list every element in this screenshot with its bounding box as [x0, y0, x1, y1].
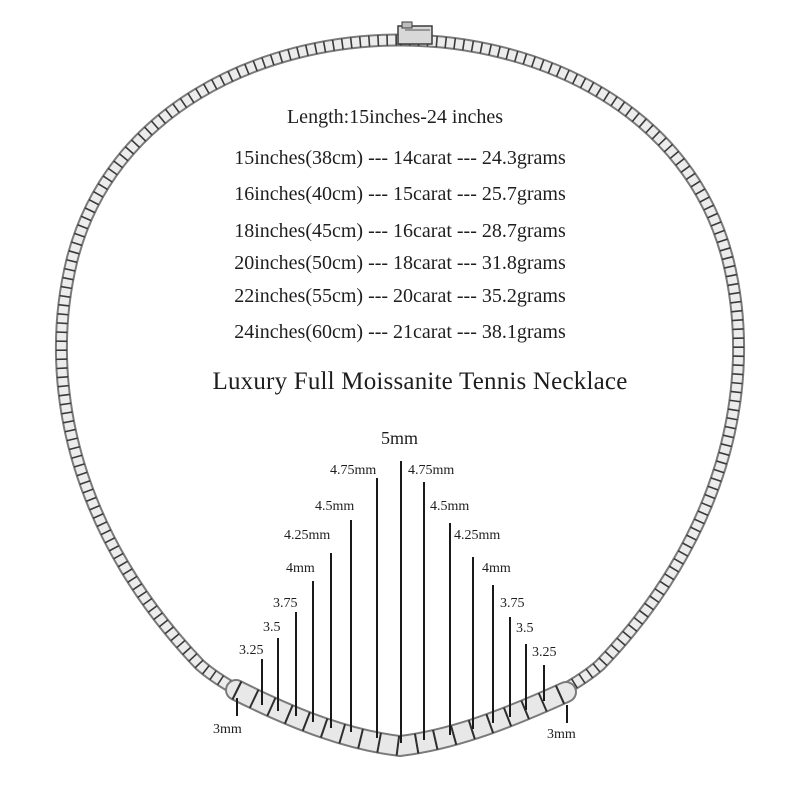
size-label-left-3: 3mm: [213, 722, 242, 737]
size-pointer-left-4: [312, 581, 314, 722]
size-label-right-4.5: 4.5mm: [430, 499, 470, 514]
size-label-center: 5mm: [381, 428, 419, 448]
size-pointer-right-4: [492, 585, 494, 723]
size-label-left-4.75: 4.75mm: [330, 463, 377, 478]
spec-row-18in: 18inches(45cm) --- 16carat --- 28.7grams: [234, 220, 566, 242]
size-label-right-3.5: 3.5: [516, 621, 534, 636]
size-label-left-3.5: 3.5: [263, 620, 281, 635]
size-label-right-4.75: 4.75mm: [408, 463, 455, 478]
size-label-right-3: 3mm: [547, 727, 576, 742]
size-label-right-3.75: 3.75: [500, 596, 525, 611]
size-pointer-right-3: [566, 705, 568, 723]
size-pointer-left-4.75: [376, 478, 378, 738]
size-pointer-right-4.75: [423, 482, 425, 740]
size-pointer-right-3.25: [543, 665, 545, 701]
size-pointer-left-3.5: [277, 638, 279, 711]
size-label-left-4: 4mm: [286, 561, 315, 576]
spec-row-16in: 16inches(40cm) --- 15carat --- 25.7grams: [234, 183, 566, 205]
size-pointer-center: [400, 461, 402, 743]
size-label-right-4.25: 4.25mm: [454, 528, 501, 543]
spec-row-20in: 20inches(50cm) --- 18carat --- 31.8grams: [234, 252, 566, 274]
spec-row-24in: 24inches(60cm) --- 21carat --- 38.1grams: [234, 321, 566, 343]
size-pointer-right-4.5: [449, 523, 451, 735]
size-pointer-left-3.75: [295, 612, 297, 716]
size-pointer-right-4.25: [472, 557, 474, 729]
size-label-right-3.25: 3.25: [532, 645, 557, 660]
spec-row-15in: 15inches(38cm) --- 14carat --- 24.3grams: [234, 147, 566, 169]
size-label-left-4.5: 4.5mm: [315, 499, 355, 514]
size-pointer-left-4.5: [350, 520, 352, 732]
product-title: Luxury Full Moissanite Tennis Necklace: [212, 368, 628, 395]
size-pointer-left-3.25: [261, 659, 263, 705]
size-label-left-3.25: 3.25: [239, 643, 264, 658]
size-pointer-right-3.5: [525, 644, 527, 710]
length-range-title: Length:15inches-24 inches: [286, 106, 504, 128]
clasp-icon: [398, 22, 432, 44]
size-label-left-4.25: 4.25mm: [284, 528, 331, 543]
size-label-right-4: 4mm: [482, 561, 511, 576]
size-pointer-left-4.25: [330, 553, 332, 728]
size-pointer-left-3: [236, 698, 238, 716]
size-pointer-right-3.75: [509, 617, 511, 717]
size-label-left-3.75: 3.75: [273, 596, 298, 611]
spec-row-22in: 22inches(55cm) --- 20carat --- 35.2grams: [234, 285, 566, 307]
